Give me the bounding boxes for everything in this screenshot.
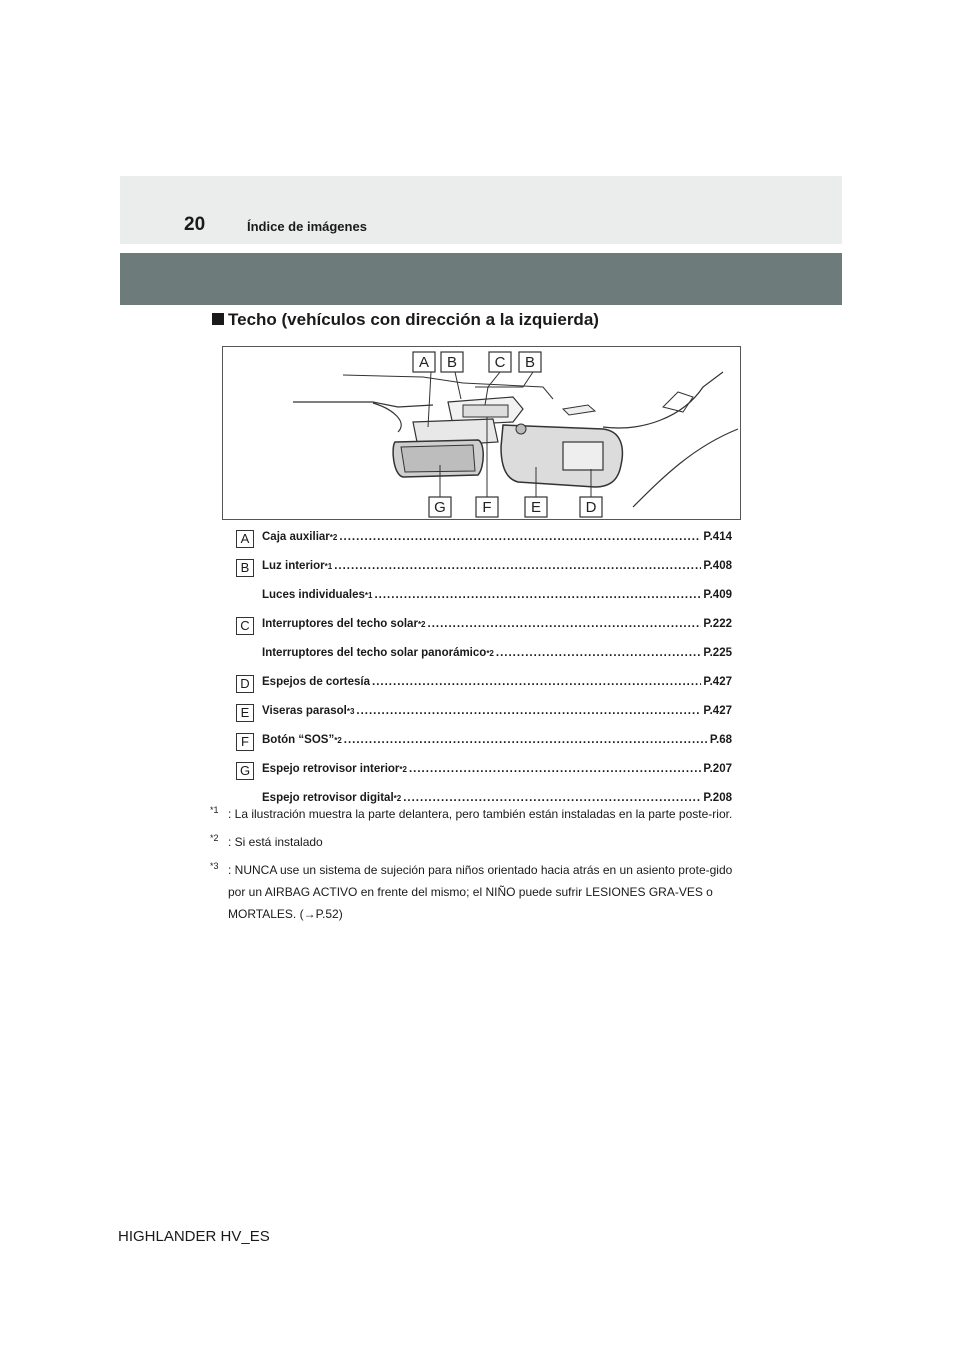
item-badge: A [236, 530, 254, 548]
item-list [236, 526, 732, 816]
leader-dots [409, 763, 701, 775]
footnote-mark: *3 [210, 861, 219, 871]
footnote-text: : La ilustración muestra la parte delantera, pero también están instaladas en la parte poste-rior. [228, 807, 733, 821]
list-item: F Botón “SOS” *2 ..... P.68 [236, 729, 732, 758]
list-item: G Espejo retrovisor interior *2 ..... P.207 [236, 758, 732, 787]
callout-d-label: D [585, 499, 597, 516]
callout-b-left [441, 352, 463, 372]
footnote-mark: *2 [210, 833, 219, 843]
item-badge: F [236, 733, 254, 751]
section-heading-text: Techo (vehículos con dirección a la izquierda) [228, 310, 599, 329]
item-label: Caja auxiliar [262, 531, 330, 543]
item-label: Botón “SOS” [262, 734, 335, 746]
item-badge: D [236, 675, 254, 693]
callout-e [525, 497, 547, 517]
leader-dots [428, 618, 702, 630]
callout-a [413, 352, 435, 372]
list-item: Interruptores del techo solar panorámico *2 ..... P.225 [236, 642, 732, 671]
item-label: Espejo retrovisor interior [262, 763, 400, 775]
footnote [210, 803, 745, 825]
footnote [210, 859, 745, 925]
page-reference[interactable]: P.222 [703, 618, 732, 630]
leader-dots [496, 647, 702, 659]
item-badge: E [236, 704, 254, 722]
list-item: B Luz interior *1 ..... P.408 [236, 555, 732, 584]
page-reference[interactable]: P.408 [703, 560, 732, 572]
callout-c [489, 352, 511, 372]
section-title: Índice de imágenes [247, 219, 367, 234]
footnote [210, 831, 745, 853]
footnote-text: : Si está instalado [228, 835, 323, 849]
item-badge: B [236, 559, 254, 577]
page-number: 20 [184, 214, 206, 235]
page-reference[interactable]: P.207 [703, 763, 732, 775]
callout-g-label: G [434, 499, 446, 516]
list-item: Luces individuales *1 ..... P.409 [236, 584, 732, 613]
header-gray-bar [120, 253, 842, 305]
leader-dots [374, 589, 701, 601]
page-reference[interactable]: P.225 [703, 647, 732, 659]
footer-model: HIGHLANDER HV_ES [118, 1228, 270, 1245]
callout-b-left-label: B [446, 354, 458, 371]
leader-dots [356, 705, 701, 717]
leader-dots [339, 531, 701, 543]
roof-drawing [223, 347, 740, 519]
page-reference[interactable]: P.427 [703, 676, 732, 688]
item-label: Luces individuales [262, 589, 365, 601]
list-item: A Caja auxiliar *2 ..... P.414 [236, 526, 732, 555]
callout-g [429, 497, 451, 517]
section-heading [212, 310, 599, 330]
list-item: E Viseras parasol *3 ..... P.427 [236, 700, 732, 729]
item-label: Viseras parasol [262, 705, 347, 717]
footnote-text: : NUNCA use un sistema de sujeción para niños orientado hacia atrás en un asiento prote-gido por un AIRBAG ACTIVO en frente del mismo; el NIÑO puede sufrir LESIONES GRA-VES o MORTALES. (→P.52) [228, 863, 733, 921]
leader-dots [344, 734, 708, 746]
page-reference[interactable]: P.208 [703, 792, 732, 804]
footnotes [210, 803, 745, 931]
item-label: Luz interior [262, 560, 325, 572]
item-label: Espejo retrovisor digital [262, 792, 394, 804]
callout-c-label: C [494, 354, 506, 371]
item-badge: C [236, 617, 254, 635]
list-item: Espejo retrovisor digital *2 ..... P.208 [236, 787, 732, 816]
callout-f [476, 497, 498, 517]
page-reference[interactable]: P.414 [703, 531, 732, 543]
page-reference[interactable]: P.427 [703, 705, 732, 717]
callout-e-label: E [530, 499, 542, 516]
leader-dots [372, 676, 701, 688]
list-item [236, 671, 732, 700]
item-badge: G [236, 762, 254, 780]
square-bullet-icon [212, 313, 224, 325]
callout-f-label: F [482, 499, 492, 516]
footnote-mark: *1 [210, 805, 219, 815]
item-label: Interruptores del techo solar [262, 618, 418, 630]
callout-a-label: A [418, 354, 430, 371]
callout-b-right-label: B [524, 354, 536, 371]
item-label: Espejos de cortesía [262, 676, 371, 688]
callout-d [580, 497, 602, 517]
callout-b-right [519, 352, 541, 372]
page-reference[interactable]: P.68 [709, 734, 732, 746]
list-item: C Interruptores del techo solar *2 ..... P.222 [236, 613, 732, 642]
header-band [120, 176, 842, 244]
roof-illustration [222, 346, 741, 520]
leader-dots [334, 560, 701, 572]
item-label: Interruptores del techo solar panorámico [262, 647, 487, 659]
page-reference[interactable]: P.409 [703, 589, 732, 601]
